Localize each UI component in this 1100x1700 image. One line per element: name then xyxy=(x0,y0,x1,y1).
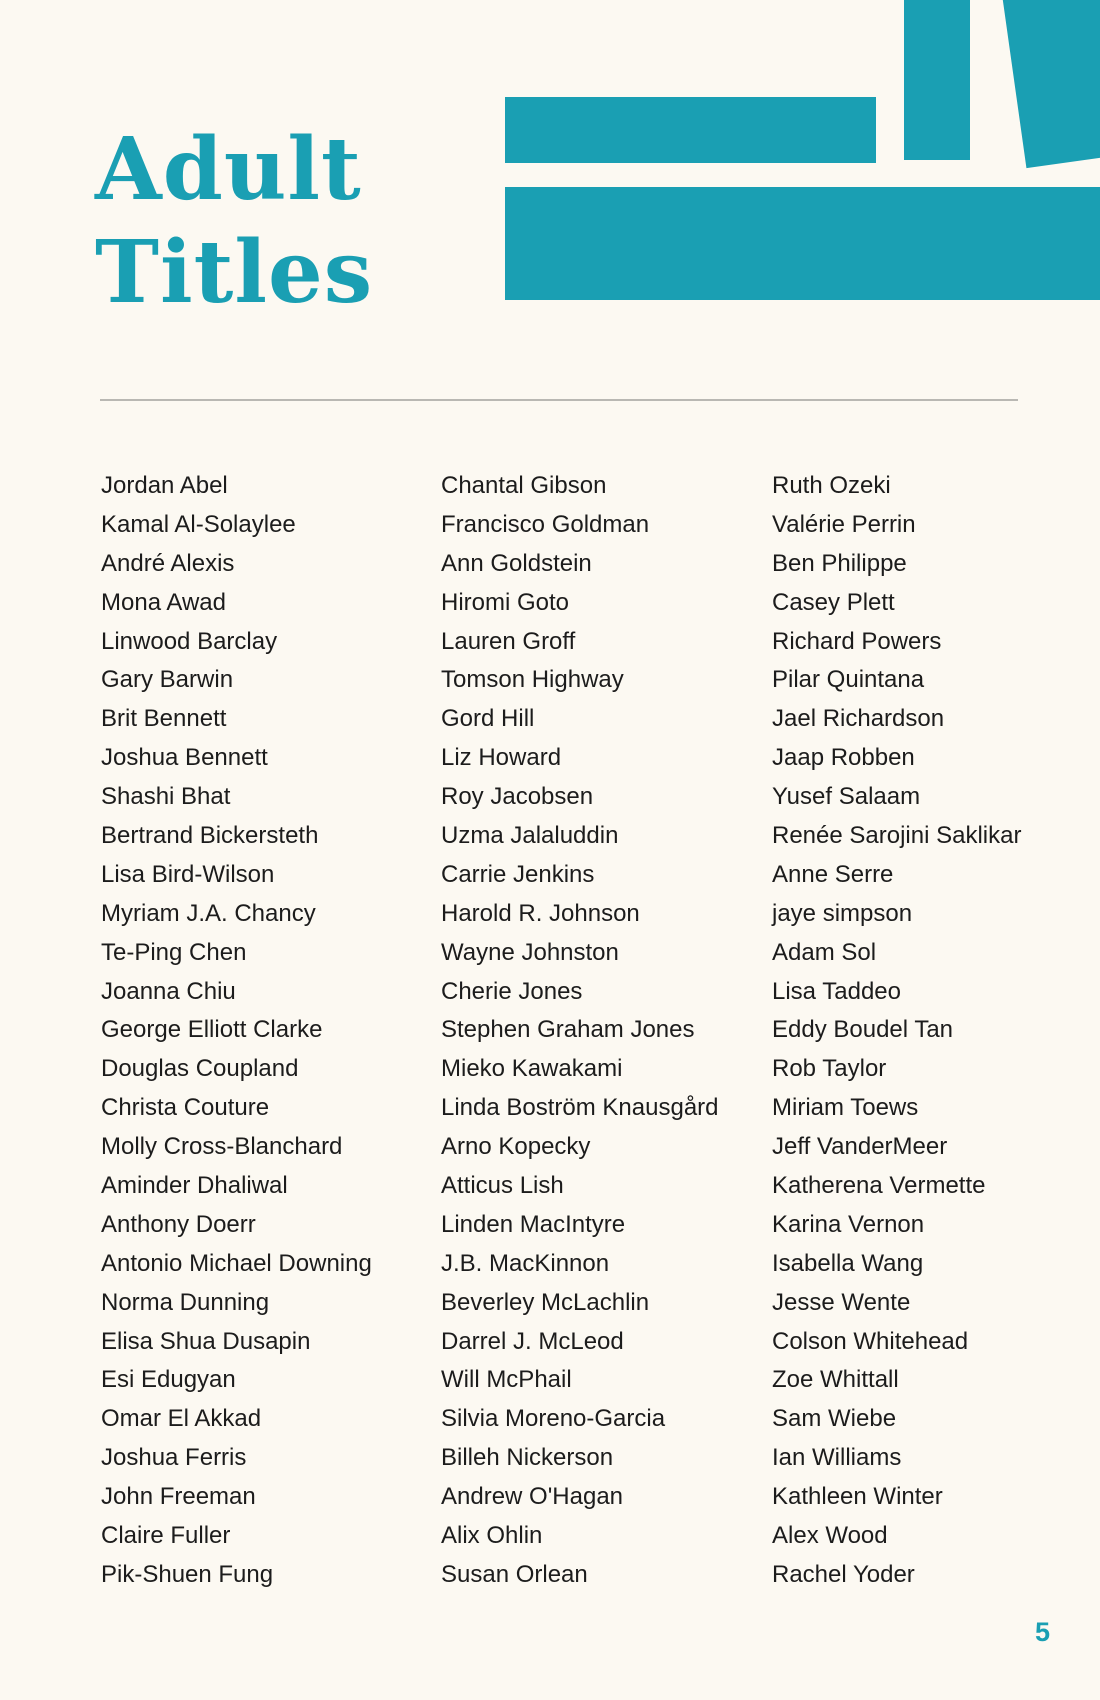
author-name: Uzma Jalaluddin xyxy=(441,822,619,850)
author-name: Kamal Al-Solaylee xyxy=(101,510,296,538)
page-number: 5 xyxy=(1034,1617,1050,1647)
author-name: Roy Jacobsen xyxy=(441,783,594,811)
author-name: Lisa Bird-Wilson xyxy=(101,860,275,888)
author-name: Douglas Coupland xyxy=(101,1055,299,1083)
author-name: Myriam J.A. Chancy xyxy=(101,899,316,927)
author-name: Brit Bennett xyxy=(101,705,227,733)
page-title-line-2: Titles xyxy=(95,222,374,323)
author-name: Anthony Doerr xyxy=(101,1210,256,1238)
author-name: Liz Howard xyxy=(441,744,562,772)
author-name: Jeff VanderMeer xyxy=(772,1133,948,1161)
author-name: Harold R. Johnson xyxy=(441,899,640,927)
author-name: Mieko Kawakami xyxy=(441,1055,623,1083)
author-name: Shashi Bhat xyxy=(101,783,231,811)
author-name: Hiromi Goto xyxy=(441,588,570,616)
author-name: Christa Couture xyxy=(101,1094,270,1122)
author-name: Billeh Nickerson xyxy=(441,1444,614,1472)
author-name: Andrew O'Hagan xyxy=(441,1483,624,1511)
author-name: Yusef Salaam xyxy=(772,783,921,811)
author-name: Renée Sarojini Saklikar xyxy=(772,822,1022,850)
author-name: Gary Barwin xyxy=(101,666,234,694)
author-name: Omar El Akkad xyxy=(101,1405,262,1433)
author-name: Aminder Dhaliwal xyxy=(101,1172,288,1200)
author-name: Casey Plett xyxy=(772,588,895,616)
author-name: Jesse Wente xyxy=(772,1288,911,1316)
author-name: Silvia Moreno-Garcia xyxy=(441,1405,666,1433)
author-name: Miriam Toews xyxy=(772,1094,919,1122)
decorative-leaning-book xyxy=(1000,0,1100,168)
author-name: Ben Philippe xyxy=(772,549,907,577)
author-list-column-1 xyxy=(101,467,372,1595)
author-name: Arno Kopecky xyxy=(441,1133,591,1161)
author-name: George Elliott Clarke xyxy=(101,1016,323,1044)
author-name: Joanna Chiu xyxy=(101,977,236,1005)
author-name: André Alexis xyxy=(101,549,235,577)
author-name: Wayne Johnston xyxy=(441,938,619,966)
author-name: Mona Awad xyxy=(101,588,226,616)
author-name: Zoe Whittall xyxy=(772,1366,899,1394)
author-name: Richard Powers xyxy=(772,627,942,655)
author-name: Bertrand Bickersteth xyxy=(101,822,319,850)
author-name: Ann Goldstein xyxy=(441,549,592,577)
author-name: Te-Ping Chen xyxy=(101,938,247,966)
author-name: John Freeman xyxy=(101,1483,256,1511)
author-name: Linda Boström Knausgård xyxy=(441,1094,719,1122)
author-name: Eddy Boudel Tan xyxy=(772,1016,954,1044)
author-name: Jordan Abel xyxy=(101,472,228,499)
author-name: Darrel J. McLeod xyxy=(441,1327,624,1355)
author-name: Chantal Gibson xyxy=(441,472,607,499)
author-name: Alix Ohlin xyxy=(441,1522,543,1550)
decorative-bar-bottom xyxy=(505,187,1100,300)
author-name: Alex Wood xyxy=(772,1522,888,1550)
author-name: Susan Orlean xyxy=(441,1560,588,1588)
author-name: Gord Hill xyxy=(441,705,535,733)
decorative-upright-book xyxy=(904,0,970,160)
author-name: Isabella Wang xyxy=(772,1249,924,1277)
decorative-bar-top xyxy=(505,97,876,163)
author-name: Rob Taylor xyxy=(772,1055,887,1083)
author-name: Antonio Michael Downing xyxy=(101,1249,372,1277)
author-name: Jael Richardson xyxy=(772,705,945,733)
author-name: Katherena Vermette xyxy=(772,1172,986,1200)
author-name: Adam Sol xyxy=(772,938,877,966)
author-name: Carrie Jenkins xyxy=(441,860,595,888)
author-name: Esi Edugyan xyxy=(101,1366,236,1394)
author-name: Kathleen Winter xyxy=(772,1483,943,1511)
author-name: Ian Williams xyxy=(772,1444,902,1472)
author-name: Anne Serre xyxy=(772,860,894,888)
author-name: Atticus Lish xyxy=(441,1172,564,1200)
author-name: Linden MacIntyre xyxy=(441,1210,626,1238)
author-name: Lisa Taddeo xyxy=(772,977,901,1005)
author-name: Pik-Shuen Fung xyxy=(101,1560,274,1588)
author-name: Karina Vernon xyxy=(772,1210,925,1238)
author-name: Elisa Shua Dusapin xyxy=(101,1327,311,1355)
author-name: Lauren Groff xyxy=(441,627,576,655)
author-name: Tomson Highway xyxy=(441,666,624,694)
author-name: Claire Fuller xyxy=(101,1522,231,1550)
author-name: Pilar Quintana xyxy=(772,666,925,694)
author-name: Rachel Yoder xyxy=(772,1560,915,1588)
author-list-column-3 xyxy=(772,467,1021,1595)
author-name: Norma Dunning xyxy=(101,1288,270,1316)
author-name: Sam Wiebe xyxy=(772,1405,897,1433)
divider-rule xyxy=(100,399,1018,401)
author-name: jaye simpson xyxy=(772,899,913,927)
author-list-column-2 xyxy=(441,467,719,1595)
author-name: Cherie Jones xyxy=(441,977,583,1005)
author-name: Beverley McLachlin xyxy=(441,1288,650,1316)
author-name: Colson Whitehead xyxy=(772,1327,969,1355)
author-name: Will McPhail xyxy=(441,1366,572,1394)
author-name: Valérie Perrin xyxy=(772,510,916,538)
author-name: J.B. MacKinnon xyxy=(441,1249,610,1277)
author-name: Linwood Barclay xyxy=(101,627,278,655)
author-name: Joshua Bennett xyxy=(101,744,268,772)
page-title-line-1: Adult xyxy=(95,119,362,220)
author-name: Jaap Robben xyxy=(772,744,915,772)
author-name: Francisco Goldman xyxy=(441,510,650,538)
author-name: Ruth Ozeki xyxy=(772,472,891,499)
author-name: Molly Cross-Blanchard xyxy=(101,1133,343,1161)
author-name: Joshua Ferris xyxy=(101,1444,247,1472)
author-name: Stephen Graham Jones xyxy=(441,1016,695,1044)
page-title xyxy=(95,118,373,324)
